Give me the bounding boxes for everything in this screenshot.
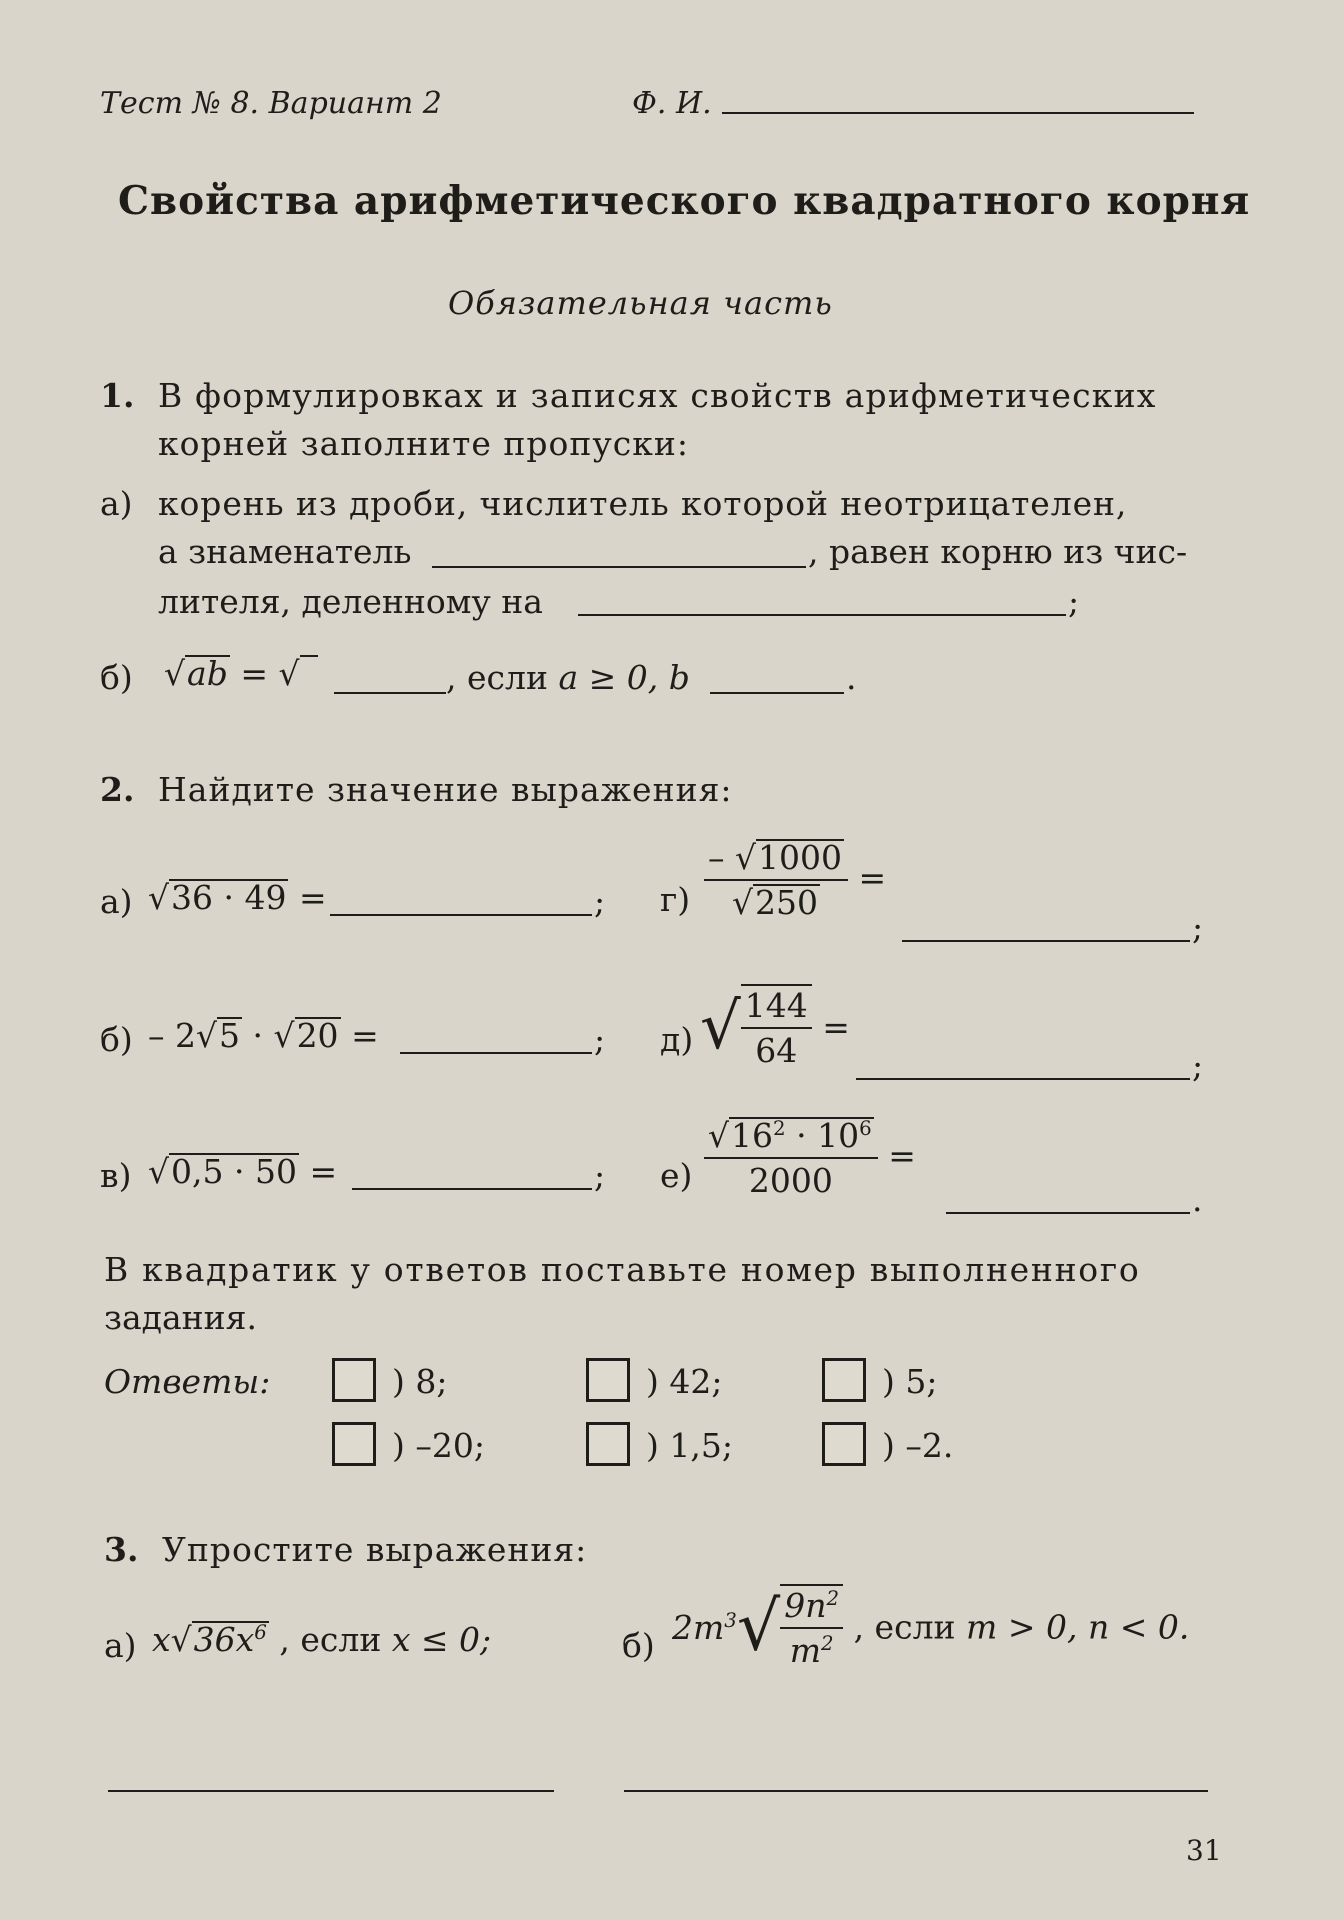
sqrt-empty-bar (300, 655, 318, 692)
task2-e-fraction: $\frac{√16^2 \cdot 10^6}{2000}$ = (704, 1116, 916, 1200)
answer-checkbox-3[interactable] (822, 1358, 866, 1402)
sqrt-sign-empty: √ (278, 654, 300, 693)
task1-text-line1: В формулировках и записях свойств арифметических (158, 376, 1157, 415)
task3-b-answer-line[interactable] (624, 1790, 1208, 1792)
answer-checkbox-2[interactable] (586, 1358, 630, 1402)
answers-label: Ответы: (104, 1362, 271, 1401)
task2-d-answer-line[interactable] (856, 1078, 1190, 1080)
page-number: 31 (1186, 1834, 1222, 1867)
task3-number: 3. (104, 1530, 139, 1569)
answer-checkbox-1[interactable] (332, 1358, 376, 1402)
section-subtitle: Обязательная часть (448, 284, 833, 322)
task2-a-answer-line[interactable] (330, 914, 592, 916)
task2-b-end: ; (594, 1020, 606, 1059)
answer-value-4: ) –20; (392, 1426, 485, 1465)
task2-e-answer-line[interactable] (946, 1212, 1190, 1214)
task2-e-label: е) (660, 1156, 693, 1195)
test-label: Тест № 8. Вариант 2 (100, 86, 442, 121)
task3-a-expression: $x√36x^6$ , если x ≤ 0; (152, 1620, 492, 1659)
answer-checkbox-6[interactable] (822, 1422, 866, 1466)
task2-g-end: ; (1192, 908, 1204, 947)
task1-a-blank2[interactable] (578, 614, 1066, 616)
task2-b-expression: – 2√5 · √20 = (148, 1016, 379, 1055)
task2-d-label: д) (660, 1020, 694, 1059)
task1-b-expression (164, 654, 318, 693)
task3-a-answer-line[interactable] (108, 1790, 554, 1792)
task1-text-line2: корней заполните пропуски: (158, 424, 690, 463)
task2-d-end: ; (1192, 1046, 1204, 1085)
task1-a-line2-end: , равен корню из чис- (808, 532, 1188, 571)
task1-a-line2-start: а знаменатель (158, 532, 412, 571)
instruction-line1: В квадратик у ответов поставьте номер выполненного (104, 1250, 1141, 1289)
task2-g-fraction: $\frac{- √1000}{√250}$ = (704, 838, 886, 922)
task1-b-label: б) (100, 658, 133, 697)
name-label: Ф. И. (632, 86, 712, 121)
task1-b-blank2[interactable] (710, 692, 844, 694)
task2-text: Найдите значение выражения: (158, 770, 733, 809)
task2-g-answer-line[interactable] (902, 940, 1190, 942)
name-field-line[interactable] (722, 112, 1194, 114)
task2-a-expression: √36 · 49 = (148, 878, 327, 917)
task1-a-label: а) (100, 484, 133, 523)
task1-b-blank1[interactable] (334, 692, 446, 694)
sqrt-ab: √ab (164, 654, 228, 693)
task1-a-line3-start: лителя, деленному на (158, 582, 543, 621)
task2-v-end: ; (594, 1156, 606, 1195)
answer-value-1: ) 8; (392, 1362, 448, 1401)
task2-d-expression: √ $\frac{144}{64}$ = (700, 986, 850, 1070)
answer-value-5: ) 1,5; (646, 1426, 733, 1465)
task2-b-label: б) (100, 1020, 133, 1059)
task3-a-label: а) (104, 1626, 137, 1665)
task2-v-expression: √0,5 · 50 = (148, 1152, 338, 1191)
task2-g-label: г) (660, 880, 691, 919)
instruction-line2: задания. (104, 1298, 257, 1337)
task3-b-expression: $2m^3√$ $\frac{9n^2}{m^2}$ , если m > 0, n < 0. (672, 1586, 1190, 1670)
task3-b-label: б) (622, 1626, 655, 1665)
task3-text: Упростите выражения: (162, 1530, 588, 1569)
task1-a-line3-end: ; (1068, 582, 1080, 621)
task2-b-answer-line[interactable] (400, 1052, 592, 1054)
task1-a-blank1[interactable] (432, 566, 806, 568)
answer-checkbox-4[interactable] (332, 1422, 376, 1466)
task2-v-label: в) (100, 1156, 132, 1195)
task1-a-line1: корень из дроби, числитель которой неотрицателен, (158, 484, 1128, 523)
answer-value-2: ) 42; (646, 1362, 723, 1401)
page-title: Свойства арифметического квадратного корня (118, 178, 1251, 224)
task1-number: 1. (100, 376, 135, 415)
answer-value-6: ) –2. (882, 1426, 954, 1465)
task2-e-end: . (1192, 1180, 1203, 1219)
task2-v-answer-line[interactable] (352, 1188, 592, 1190)
answer-value-3: ) 5; (882, 1362, 938, 1401)
equals-sign: = (240, 654, 268, 693)
task1-b-end: . (846, 658, 857, 697)
task2-a-end: ; (594, 882, 606, 921)
task2-number: 2. (100, 770, 135, 809)
task2-a-label: а) (100, 882, 133, 921)
answer-checkbox-5[interactable] (586, 1422, 630, 1466)
task1-b-condition: , если a ≥ 0, b (446, 658, 690, 697)
